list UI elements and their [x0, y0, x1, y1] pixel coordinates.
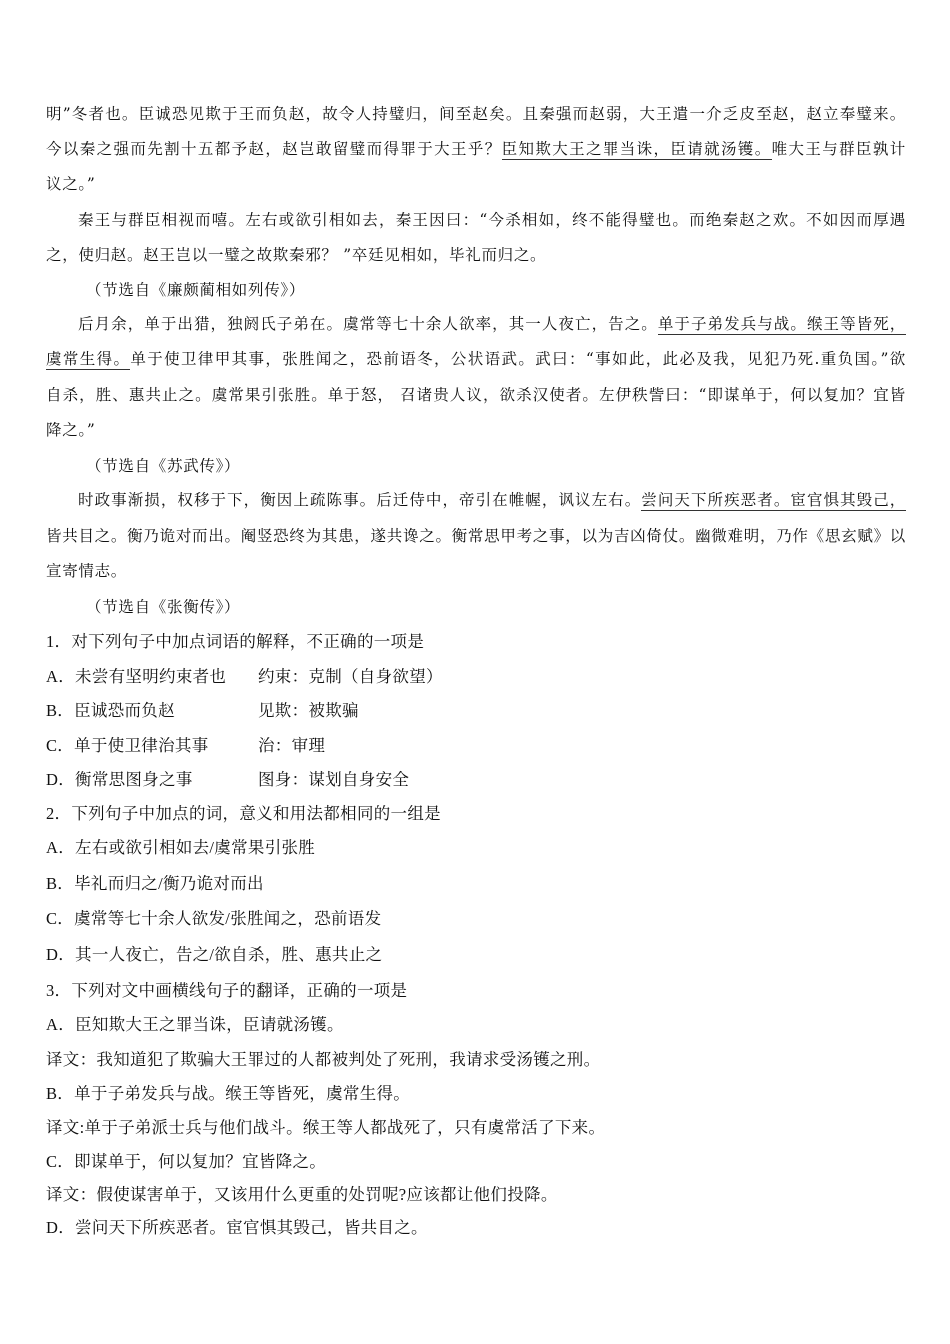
option-row: A．左右或欲引相如去/虞常果引张胜 — [46, 838, 316, 857]
translation-row: 译文：我知道犯了欺骗大王罪过的人都被判处了死刑，我请求受汤镬之刑。 — [46, 1050, 601, 1069]
option-row: A．未尝有坚明约束者也 约束：克制（自身欲望） — [46, 667, 443, 686]
passage-line: 时政事渐损，权移于下，衡因上疏陈事。后迁侍中，帝引在帷幄，讽议左右。尝问天下所疾恶者。宦官惧其毁己， — [78, 491, 906, 509]
option-row: A．臣知欺大王之罪当诛，臣请就汤镬。 — [46, 1015, 344, 1034]
passage-line: 之，使归赵。赵王岂以一璧之故欺秦邪？ ”卒廷见相如，毕礼而归之。 — [46, 246, 547, 264]
passage-line: 降之。” — [46, 421, 96, 439]
passage-line: 后月余，单于出猎，独阏氏子弟在。虞常等七十余人欲率，其一人夜亡，告之。单于子弟发兵与战。缑王等皆死， — [78, 315, 906, 333]
option-row: B．臣诚恐而负赵 见欺：被欺骗 — [46, 701, 359, 720]
underlined-sentence: 尝问天下所疾恶者。宦官惧其毁己， — [641, 491, 906, 509]
passage-line: 明”冬者也。臣诚恐见欺于王而负赵，故令人持璧归，间至赵矣。且秦强而赵弱，大王遣一介乏皮至赵，赵立奉璧来。 — [46, 105, 906, 123]
question-stem: 2．下列句子中加点的词，意义和用法都相同的一组是 — [46, 804, 441, 823]
option-row: D．尝问天下所疾恶者。宦官惧其毁己，皆共目之。 — [46, 1218, 428, 1237]
passage-line: 宣寄情志。 — [46, 562, 128, 580]
source-note: （节选自《张衡传》） — [86, 598, 241, 616]
source-note: （节选自《廉颇蔺相如列传》） — [86, 281, 306, 299]
passage-line: 皆共目之。衡乃诡对而出。阉竖恐终为其患，遂共谗之。衡常思甲考之事，以为吉凶倚仗。幽微难明，乃作《思玄赋》以 — [46, 527, 906, 545]
option-row: B．毕礼而归之/衡乃诡对而出 — [46, 874, 264, 893]
translation-row: 译文：假使谋害单于，又该用什么更重的处罚呢?应该都让他们投降。 — [46, 1185, 558, 1204]
passage-line: 议之。” — [46, 175, 96, 193]
underlined-sentence: 臣知欺大王之罪当诛，臣请就汤镬。 — [501, 140, 772, 158]
option-row: C．单于使卫律治其事 治：审理 — [46, 736, 326, 755]
question-stem: 1．对下列句子中加点词语的解释，不正确的一项是 — [46, 632, 425, 651]
underlined-sentence: 虞常生得。 — [46, 350, 131, 368]
passage-line: 虞常生得。单于使卫律甲其事，张胜闻之，恐前语冬，公状语武。武曰：“事如此，此必及我，见犯乃死.重负国。”欲 — [46, 350, 906, 368]
passage-line: 今以秦之强而先割十五都予赵，赵岂敢留璧而得罪于大王乎？臣知欺大王之罪当诛，臣请就汤镬。唯大王与群臣孰计 — [46, 140, 907, 158]
option-row: D．其一人夜亡，告之/欲自杀，胜、惠共止之 — [46, 945, 383, 964]
passage-line: 秦王与群臣相视而嘻。左右或欲引相如去，秦王因曰：“今杀相如，终不能得璧也。而绝秦赵之欢。不如因而厚遇 — [78, 211, 906, 229]
question-stem: 3．下列对文中画横线句子的翻译，正确的一项是 — [46, 981, 408, 1000]
option-row: B．单于子弟发兵与战。缑王等皆死，虞常生得。 — [46, 1084, 411, 1103]
source-note: （节选自《苏武传》） — [86, 457, 241, 475]
passage-line: 自杀，胜、惠共止之。虞常果引张胜。单于怒， 召诸贵人议，欲杀汉使者。左伊秩訾曰：“即谋单于，何以复加？宜皆 — [46, 386, 906, 404]
option-row: C．即谋单于，何以复加？宜皆降之。 — [46, 1152, 327, 1171]
underlined-sentence: 单于子弟发兵与战。缑王等皆死， — [657, 315, 906, 333]
option-row: C．虞常等七十余人欲发/张胜闻之，恐前语发 — [46, 909, 382, 928]
option-row: D．衡常思图身之事 图身：谋划自身安全 — [46, 770, 410, 789]
translation-row: 译文:单于子弟派士兵与他们战斗。缑王等人都战死了，只有虞常活了下来。 — [46, 1118, 606, 1137]
